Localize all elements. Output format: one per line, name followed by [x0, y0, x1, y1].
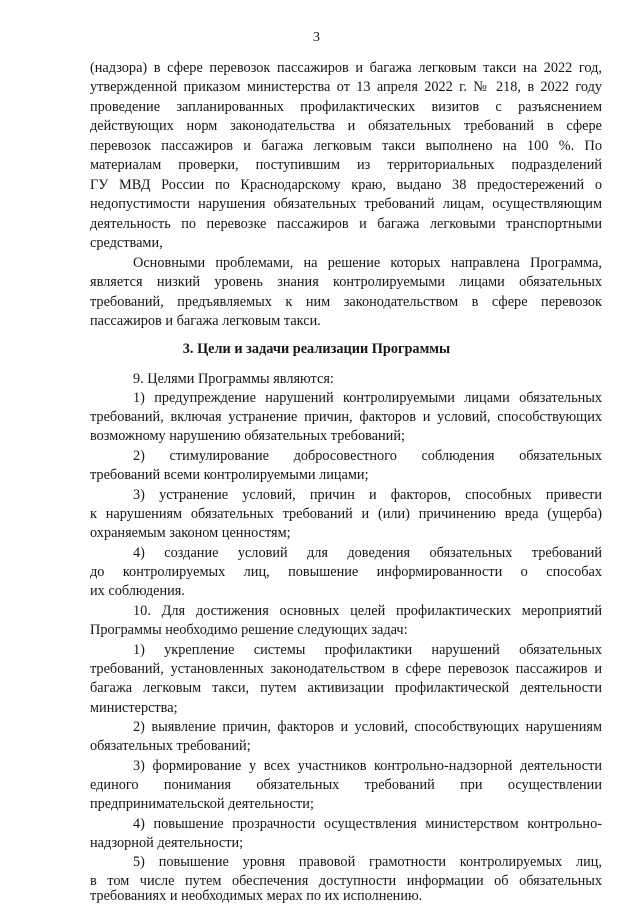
text-line: их соблюдения.: [90, 583, 185, 599]
text-line: 3) формирование у всех участников контрольно-надзорной деятельности: [133, 758, 602, 774]
text-line: Основными проблемами, на решение которых направлена Программа,: [133, 255, 602, 271]
text-line: 2) стимулирование добросовестного соблюдения обязательных: [133, 448, 602, 464]
text-line: требований, предъявляемых к ним законодательством в сфере перевозок: [90, 294, 602, 310]
text-line: ГУ МВД России по Краснодарскому краю, выдано 38 предостережений о: [90, 177, 602, 193]
text-line: 3) устранение условий, причин и факторов, способных привести: [133, 487, 602, 503]
text-line: 1) предупреждение нарушений контролируемыми лицами обязательных: [133, 390, 602, 406]
text-line: требований, включая устранение причин, факторов и условий, способствующих: [90, 409, 602, 425]
text-line: проведение запланированных профилактических визитов с разъяснением: [90, 99, 602, 115]
text-line: средствами,: [90, 235, 163, 251]
text-line: является низкий уровень знания контролируемыми лицами обязательных: [90, 274, 602, 290]
text-line: возможному нарушению обязательных требований;: [90, 428, 405, 444]
text-line: Программы необходимо решение следующих задач:: [90, 622, 408, 638]
text-line: 1) укрепление системы профилактики нарушений обязательных: [133, 642, 602, 658]
page-number: 3: [313, 30, 320, 45]
text-line: утвержденной приказом министерства от 13 апреля 2022 г. № 218, в 2022 году: [90, 79, 602, 95]
text-line: обязательных требований;: [90, 738, 251, 754]
text-line: 4) повышение прозрачности осуществления министерством контрольно-: [133, 816, 602, 832]
text-line: (надзора) в сфере перевозок пассажиров и багажа легковым такси на 2022 год,: [90, 60, 602, 76]
text-line: недопустимости нарушения обязательных требований лицам, осуществляющим: [90, 196, 602, 212]
text-line: в том числе путем обеспечения доступности информации об обязательных: [90, 873, 602, 889]
text-line: 10. Для достижения основных целей профилактических мероприятий: [133, 603, 602, 619]
text-line: единого понимания обязательных требований при осуществлении: [90, 777, 602, 793]
text-line: требований всеми контролируемыми лицами;: [90, 467, 369, 483]
text-line: до контролируемых лиц, повышение информированности о способах: [90, 564, 602, 580]
text-line: министерства;: [90, 700, 178, 716]
text-line: 4) создание условий для доведения обязательных требований: [133, 545, 602, 561]
text-line: требованиях и необходимых мерах по их исполнению.: [90, 888, 423, 904]
text-line: 5) повышение уровня правовой грамотности контролируемых лиц,: [133, 854, 602, 870]
text-line: перевозок пассажиров и багажа легковым такси выполнено на 100 %. По: [90, 138, 602, 154]
text-line: 9. Целями Программы являются:: [133, 371, 334, 387]
text-line: деятельность по перевозке пассажиров и багажа легковыми транспортными: [90, 216, 602, 232]
text-line: требований, установленных законодательством в сфере перевозок пассажиров и: [90, 661, 602, 677]
text-line: багажа легковым такси, путем активизации профилактической деятельности: [90, 680, 602, 696]
text-line: к нарушениям обязательных требований и (или) причинению вреда (ущерба): [90, 506, 602, 522]
text-line: 2) выявление причин, факторов и условий, способствующих нарушениям: [133, 719, 602, 735]
text-line: предпринимательской деятельности;: [90, 796, 314, 812]
text-line: материалам проверки, поступившим из территориальных подразделений: [90, 157, 602, 173]
text-line: надзорной деятельности;: [90, 835, 244, 851]
text-line: действующих норм законодательства и обязательных требований в сфере: [90, 118, 602, 134]
text-line: пассажиров и багажа легковым такси.: [90, 313, 321, 329]
section-heading: 3. Цели и задачи реализации Программы: [182, 341, 451, 357]
text-line: охраняемым законом ценностям;: [90, 525, 291, 541]
